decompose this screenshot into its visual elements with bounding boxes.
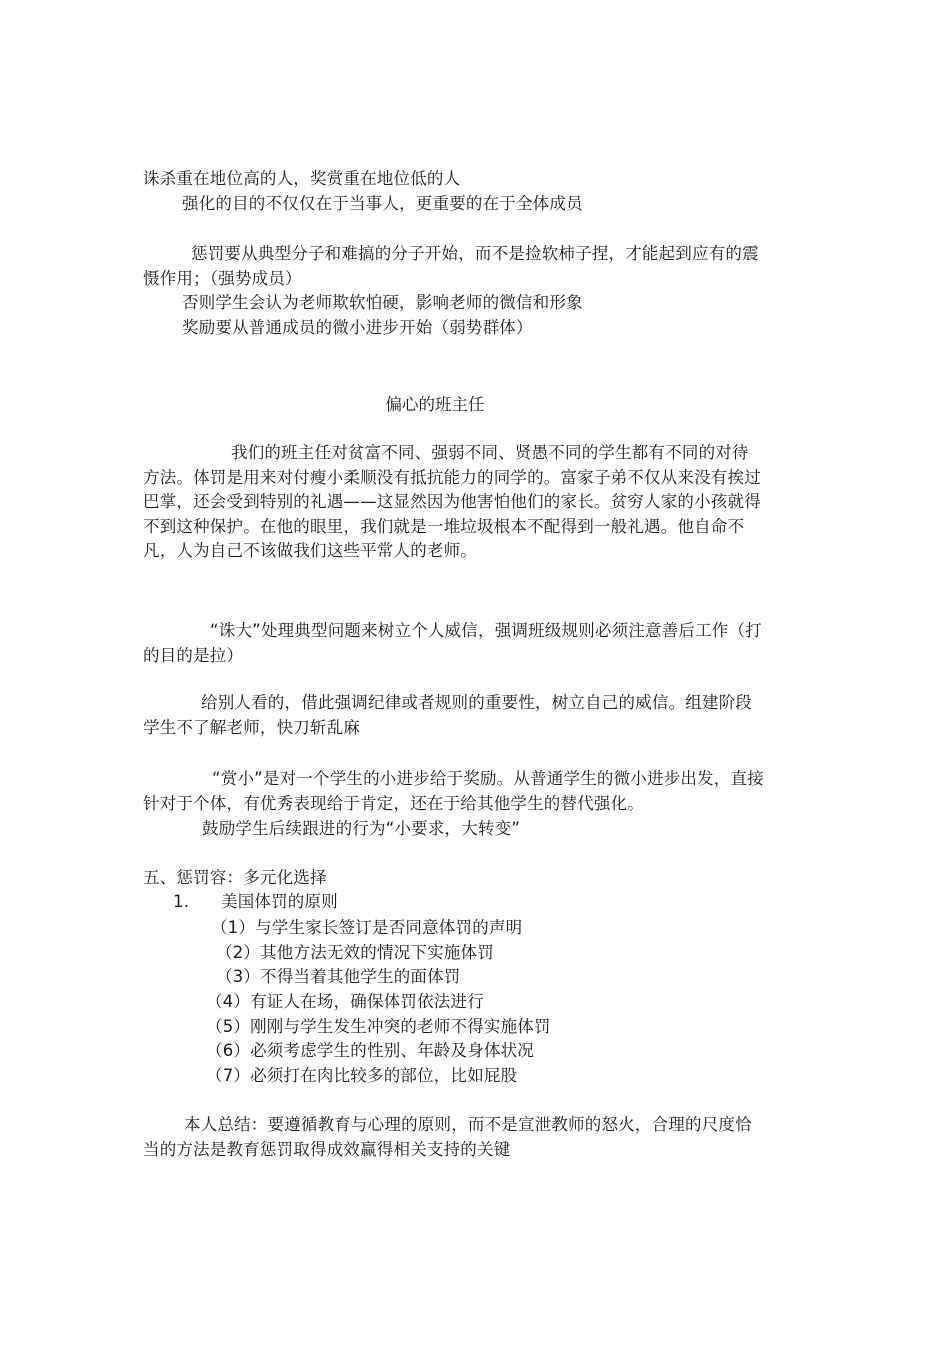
list-item: （1）与学生家长签订是否同意体罚的声明	[211, 918, 523, 937]
list-number: 1.	[173, 892, 190, 911]
list-item: （2）其他方法无效的情况下实施体罚	[216, 943, 494, 962]
text-line-kill-high: 诛杀重在地位高的人，奖赏重在地位低的人	[143, 169, 461, 188]
list-item: （6）必须考虑学生的性别、年龄及身体状况	[206, 1041, 534, 1060]
text-line-reinforce: 强化的目的不仅仅在于当事人，更重要的在于全体成员	[182, 194, 583, 213]
paragraph-kill-big: “诛大”处理典型问题来树立个人威信，强调班级规则必须注意善后工作（打的目的是拉）	[143, 621, 762, 665]
paragraph-show-others: 给别人看的，借此强调纪律或者规则的重要性，树立自己的威信。组建阶段学生不了解老师，快刀斩乱麻	[143, 693, 753, 737]
paragraph-reward-small: “赏小”是对一个学生的小进步给于奖励。从普通学生的微小进步出发，直接针对于个体，有优秀表现给于肯定，还在于给其他学生的替代强化。	[143, 769, 764, 813]
list-item-title: 美国体罚的原则	[221, 892, 338, 911]
section-heading: 五、惩罚容：多元化选择	[143, 868, 327, 887]
text-line-encourage: 鼓励学生后续跟进的行为“小要求，大转变”	[202, 819, 521, 838]
text-line-otherwise: 否则学生会认为老师欺软怕硬，影响老师的微信和形象	[182, 293, 583, 312]
text-line-reward-small: 奖励要从普通成员的微小进步开始（弱势群体）	[182, 318, 533, 337]
section-title: 偏心的班主任	[385, 395, 485, 414]
list-item: （7）必须打在肉比较多的部位，比如屁股	[206, 1066, 518, 1085]
list-item: （5）刚刚与学生发生冲突的老师不得实施体罚	[206, 1017, 551, 1036]
list-item: （3）不得当着其他学生的面体罚	[216, 967, 461, 986]
paragraph-summary: 本人总结：要遵循教育与心理的原则，而不是宣泄教师的怒火，合理的尺度恰当的方法是教育惩罚取得成效赢得相关支持的关键	[143, 1115, 752, 1159]
list-item: （4）有证人在场，确保体罚依法进行	[206, 992, 484, 1011]
paragraph-punish-strong: 惩罚要从典型分子和难搞的分子开始，而不是捡软柿子捏，才能起到应有的震慑作用；（强势成员）	[143, 244, 759, 288]
paragraph-story: 我们的班主任对贫富不同、强弱不同、贤愚不同的学生都有不同的对待方法。体罚是用来对付瘦小柔顺没有抵抗能力的同学的。富家子弟不仅从来没有挨过巴掌，还会受到特别的礼遇——这显然因为他害怕他们的家长。贫穷人家的小孩就得不到这种保护。在他的眼里，我们就是一堆垃圾根本不配得到一般礼遇。他自命不凡，人为自己不该做我们这些平常人的老师。	[143, 443, 761, 560]
